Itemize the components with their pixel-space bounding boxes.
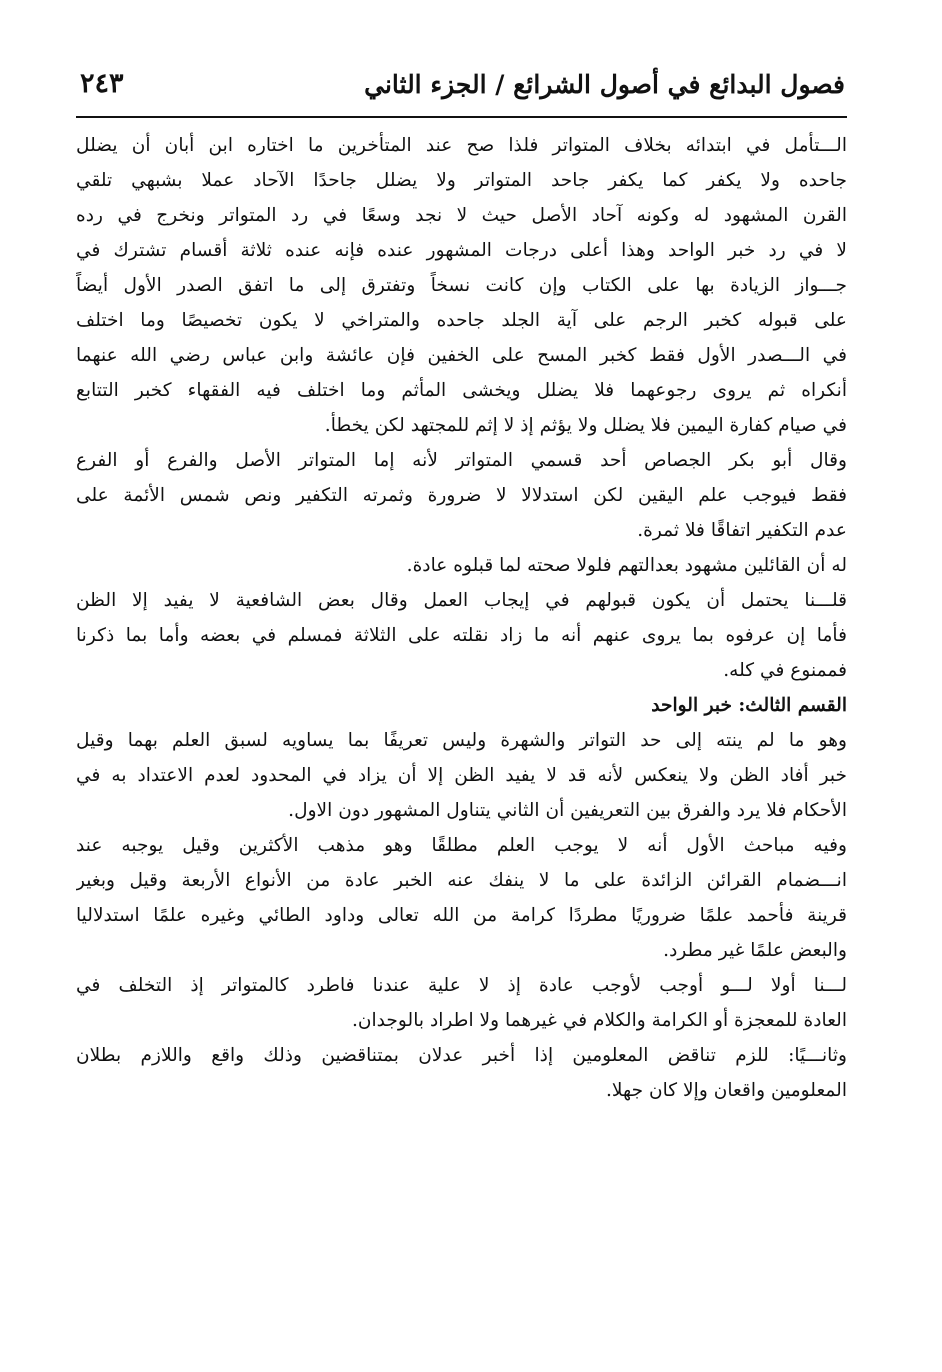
text-line: انـــضمام القرائن الزائدة على ما لا ينفك عنه الخبر عادة من الأنواع الأربعة وقيل وبغير (76, 870, 847, 891)
text-line: وقال أبو بكر الجصاص أحد قسمي المتواتر لأنه إما المتواتر الأصل والفرع أو الفرع (76, 450, 847, 471)
text-line: العادة للمعجزة أو الكرامة والكلام في غيرهما ولا اطراد بالوجدان. (351, 1010, 847, 1031)
text-line: فممنوع في كله. (723, 660, 847, 681)
text-line: قرينة فأحمد علمًا ضروريًا مطردًا كرامة من الله تعالى وداود الطائي وغيره علمًا استدلاليا (76, 905, 847, 926)
text-line: المعلومين واقعان وإلا كان جهلا. (606, 1080, 847, 1101)
body-text (76, 118, 847, 1108)
page-number: ٢٤٣ (80, 68, 124, 99)
running-header (76, 56, 847, 118)
header-title: فصول البدائع في أصول الشرائع / الجزء الثاني (364, 70, 845, 99)
text-line: الـــتأمل في ابتدائه بخلاف المتواتر فلذا صح عند المتأخرين ما اختاره ابن أبان أن يضلل (76, 135, 847, 156)
text-line: أنكراه ثم يروى رجوعهما فلا يضلل ويخشى المأثم وما اختلف فيه الفقهاء كخبر التتابع (76, 380, 847, 401)
text-line: لا في رد خبر الواحد وهذا أعلى درجات المشهور عنده فإنه عنده ثلاثة أقسام تشترك في (76, 240, 847, 261)
text-line: فقط فيوجب علم اليقين لكن استدلالا لا ضرورة وثمرته التكفير ونص شمس الأئمة على (76, 485, 847, 506)
text-line: وهو ما لم ينته إلى حد التواتر والشهرة وليس تعريفًا بما يساويه لسبق العلم بهما وقيل (76, 730, 847, 751)
text-line: عدم التكفير اتفاقًا فلا ثمرة. (637, 520, 847, 541)
text-line: وثانـــيًا: للزم تناقض المعلومين إذا أخبر عدلان بمتناقضين وذلك واقع واللازم بطلان (76, 1045, 847, 1066)
text-line: وفيه مباحث الأول أنه لا يوجب العلم مطلقًا وهو مذهب الأكثرين وقيل يوجبه عند (76, 835, 847, 856)
text-line: في الـــصدر الأول فقط كخبر المسح على الخفين فإن عائشة وابن عباس رضي الله عنهما (76, 345, 847, 366)
section-heading: القسم الثالث: خبر الواحد (651, 695, 847, 716)
text-line: في صيام كفارة اليمين فلا يضلل ولا يؤثم إذ لا إثم للمجتهد لكن يخطأ. (324, 415, 847, 436)
text-line: فأما إن عرفوه بما يروى عنهم أنه ما زاد نقلته على الثلاثة فمسلم في بعضه وأما بما ذكرنا (76, 625, 847, 646)
text-line: قلـــنا يحتمل أن يكون قبولهم في إيجاب العمل وقال بعض الشافعية لا يفيد إلا الظن (76, 590, 847, 611)
text-line: والبعض علمًا غير مطرد. (663, 940, 847, 961)
text-line: الأحكام فلا يرد والفرق بين التعريفين أن الثاني يتناول المشهور دون الاول. (288, 800, 847, 821)
text-line: القرن المشهود له وكونه آحاد الأصل حيث لا نجد وسعًا في رد المتواتر ونخرج في رده (76, 205, 847, 226)
text-line: جاحده ولا يكفر كما يكفر جاحد المتواتر ولا يضلل جاحدًا الآحاد عملا بشبهي تلقي (76, 170, 847, 191)
book-page (76, 56, 847, 1316)
text-line: لـــنا أولا لـــو أوجب لأوجب عادة إذ لا علية عندنا فاطرد كالمتواتر إذ التخلف في (76, 975, 847, 996)
text-line: له أن القائلين مشهود بعدالتهم فلولا صحته لما قبلوه عادة. (406, 555, 847, 576)
text-line: خبر أفاد الظن ولا ينعكس لأنه قد لا يفيد الظن إلا أن يزاد في المحدود لعدم الاعتداد به في (76, 765, 847, 786)
text-line: على قبوله كخبر الرجم على آية الجلد جاحده والمتراخي لا يكون تخصيصًا وما اختلف (76, 310, 847, 331)
text-line: جـــواز الزيادة بها على الكتاب وإن كانت نسخاً وتفترق إلى ما اتفق الصدر الأول أيضاً (76, 275, 847, 296)
